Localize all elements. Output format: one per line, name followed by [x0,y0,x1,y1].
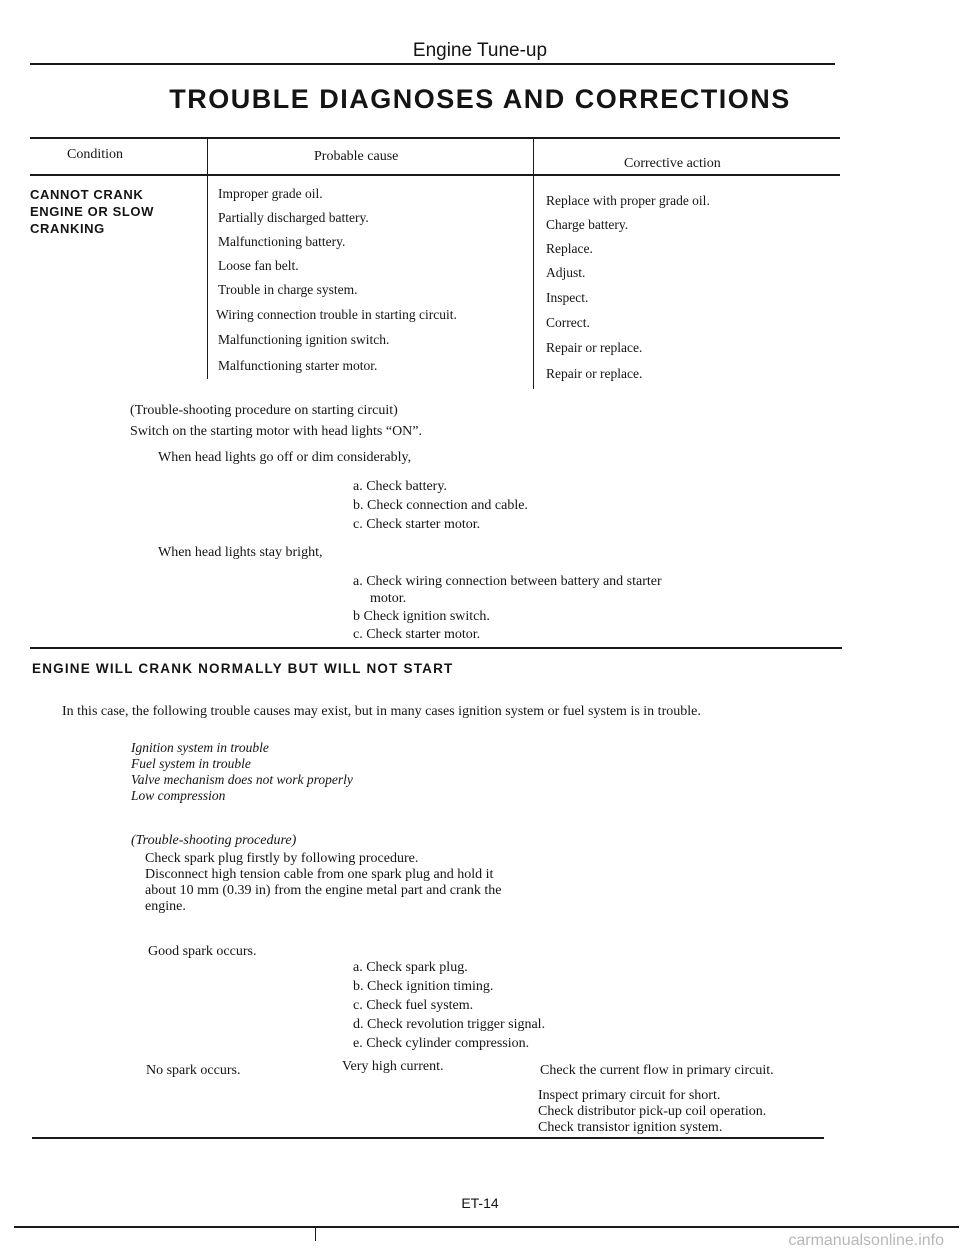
section-title: ENGINE WILL CRANK NORMALLY BUT WILL NOT START [32,661,454,676]
high-current-step: Inspect primary circuit for short. [538,1088,721,1103]
procedure-line: Check spark plug firstly by following procedure. [145,851,419,866]
condition-line: ENGINE OR SLOW [30,204,154,219]
cause-item: Malfunctioning ignition switch. [218,332,390,347]
condition-line: CANNOT CRANK [30,187,144,202]
procedure-case-bright: When head lights stay bright, [158,545,323,560]
procedure-step: a. Check battery. [353,479,447,494]
cause-list-item: Ignition system in trouble [131,740,269,755]
high-current-step: Check transistor ignition system. [538,1120,723,1135]
action-item: Charge battery. [546,217,629,232]
action-item: Adjust. [546,265,586,280]
procedure-line: engine. [145,899,186,914]
cause-item: Loose fan belt. [218,258,299,273]
procedure-text [145,851,502,915]
procedure-step: c. Check starter motor. [353,627,481,642]
action-item: Repair or replace. [546,340,643,355]
high-current-step: Check the current flow in primary circuit. [540,1063,774,1078]
good-spark-step: c. Check fuel system. [353,998,474,1013]
procedure-step: b Check ignition switch. [353,609,490,624]
no-spark-label: No spark occurs. [146,1063,241,1078]
column-header-cause: Probable cause [314,149,399,164]
header-rule [30,63,835,65]
procedure-intro: Switch on the starting motor with head lights “ON”. [130,424,423,439]
column-divider-2 [533,139,534,389]
page-title: TROUBLE DIAGNOSES AND CORRECTIONS [169,84,791,114]
procedure-step: c. Check starter motor. [353,517,481,532]
cause-item: Wiring connection trouble in starting circuit. [216,307,457,322]
table-top-rule [30,137,840,139]
table-header-rule [30,174,840,176]
action-item: Replace with proper grade oil. [546,193,710,208]
good-spark-step: e. Check cylinder compression. [353,1036,530,1051]
column-header-action: Corrective action [624,156,721,171]
procedure-step: a. Check wiring connection between battery and starter [353,574,662,589]
procedure-heading-2: (Trouble-shooting procedure) [131,833,297,848]
procedure-step: b. Check connection and cable. [353,498,528,513]
bottom-rule [32,1137,824,1139]
action-item: Inspect. [546,290,589,305]
procedure-line: about 10 mm (0.39 in) from the engine metal part and crank the [145,883,502,898]
good-spark-step: b. Check ignition timing. [353,979,494,994]
procedure-step: motor. [370,591,407,606]
procedure-heading: (Trouble-shooting procedure on starting circuit) [130,403,398,418]
cause-item: Malfunctioning battery. [218,234,346,249]
good-spark-step: a. Check spark plug. [353,960,468,975]
cause-item: Improper grade oil. [218,186,323,201]
section-intro: In this case, the following trouble causes may exist, but in many cases ignition system or fuel system is in trouble. [62,704,701,719]
action-item: Correct. [546,315,590,330]
good-spark-label: Good spark occurs. [148,944,257,959]
footer-tick [315,1227,316,1241]
action-item: Replace. [546,241,593,256]
high-current-step: Check distributor pick-up coil operation. [538,1104,767,1119]
page-number: ET-14 [461,1195,499,1211]
high-current-label: Very high current. [342,1059,444,1074]
high-current-steps [538,1088,766,1136]
procedure-case-dim: When head lights go off or dim considerably, [158,450,412,465]
cause-list [131,740,353,804]
condition-line: CRANKING [30,221,105,236]
cause-item: Malfunctioning starter motor. [218,358,378,373]
action-item: Repair or replace. [546,366,643,381]
cause-list-item: Low compression [131,788,226,803]
column-divider-1 [207,139,208,379]
cause-item: Partially discharged battery. [218,210,369,225]
cause-list-item: Fuel system in trouble [131,756,251,771]
column-header-condition: Condition [67,147,124,162]
good-spark-step: d. Check revolution trigger signal. [353,1017,546,1032]
watermark: carmanualsonline.info [788,1232,944,1249]
footer-rule [14,1226,959,1228]
running-header: Engine Tune-up [412,40,548,61]
cause-item: Trouble in charge system. [218,282,358,297]
section-divider [30,647,842,649]
cause-list-item: Valve mechanism does not work properly [131,772,353,787]
procedure-line: Disconnect high tension cable from one spark plug and hold it [145,867,494,882]
good-spark-steps [353,958,545,1053]
condition-cell [30,186,154,237]
